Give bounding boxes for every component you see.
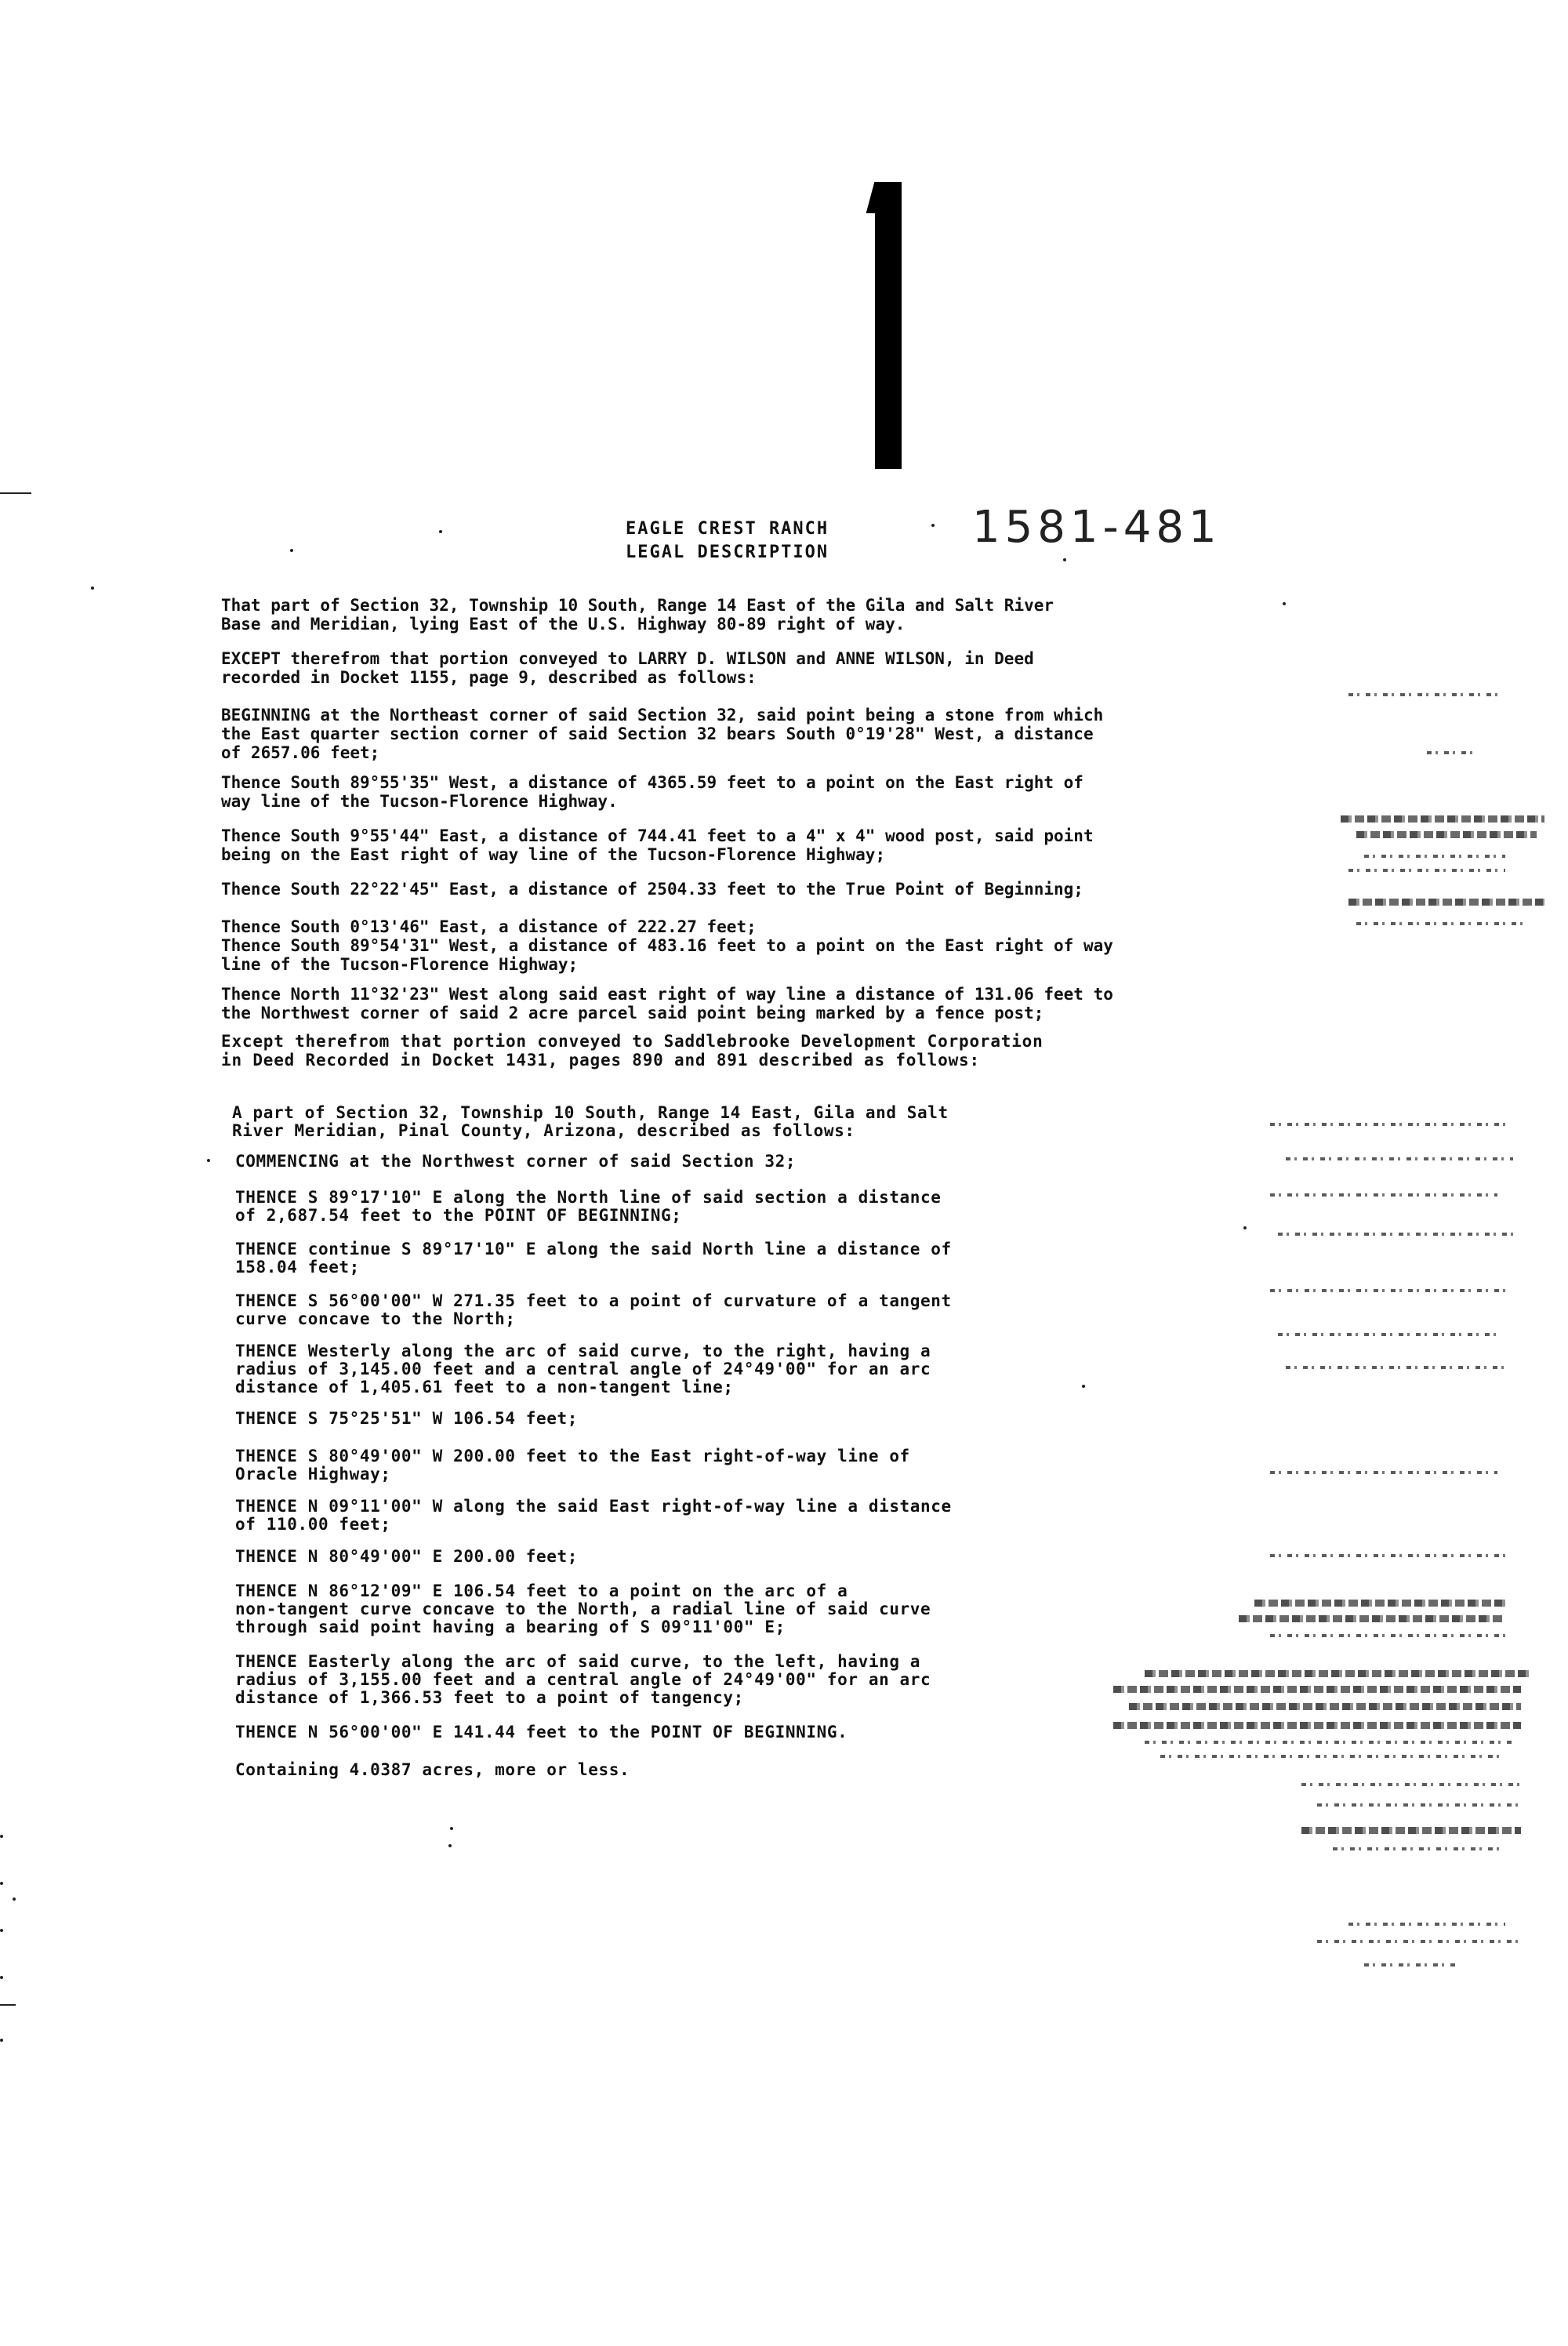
- parcel-thence-8: THENCE N 80°49'00" E 200.00 feet;: [235, 1547, 579, 1566]
- paragraph-thence-4: Thence South 0°13'46" East, a distance of 222.27 feet; Thence South 89°54'31" West, a distance of 483.16 feet to a point on the East right of way line of the Tucson-Florence Highway;: [221, 917, 1113, 974]
- parcel-thence-4: THENCE Westerly along the arc of said curve, to the right, having a radius of 3,145.00 feet and a central angle of 24°49'00" for an arc distance of 1,405.61 feet to a non-tangent line;: [235, 1342, 931, 1396]
- parcel-thence-5: THENCE S 75°25'51" W 106.54 feet;: [235, 1409, 579, 1428]
- scan-artifact-bar: [875, 182, 902, 469]
- parcel-commencing: COMMENCING at the Northwest corner of said Section 32;: [235, 1152, 797, 1171]
- parcel-thence-11: THENCE N 56°00'00" E 141.44 feet to the POINT OF BEGINNING.: [235, 1723, 848, 1741]
- paragraph-thence-5: Thence North 11°32'23" West along said east right of way line a distance of 131.06 feet to the Northwest corner of said 2 acre parcel said point being marked by a fence post;: [221, 985, 1113, 1022]
- parcel-thence-6: THENCE S 80°49'00" W 200.00 feet to the East right-of-way line of Oracle Highway;: [235, 1447, 910, 1484]
- paragraph-thence-1: Thence South 89°55'35" West, a distance of 4365.59 feet to a point on the East right of way line of the Tucson-Florence Highway.: [221, 773, 1083, 811]
- paragraph-beginning: BEGINNING at the Northeast corner of said Section 32, said point being a stone from which the East quarter section corner of said Section 32 bears South 0°19'28" West, a distance of 2657.06 feet;: [221, 706, 1104, 762]
- parcel-thence-3: THENCE S 56°00'00" W 271.35 feet to a point of curvature of a tangent curve concave to the North;: [235, 1291, 952, 1328]
- document-header: [626, 518, 829, 565]
- parcel-thence-1: THENCE S 89°17'10" E along the North line of said section a distance of 2,687.54 feet to the POINT OF BEGINNING;: [235, 1188, 942, 1225]
- parcel-thence-9: THENCE N 86°12'09" E 106.54 feet to a point on the arc of a non-tangent curve concave to the North, a radial line of said curve through said point having a bearing of S 09°11'00" E;: [235, 1582, 931, 1636]
- parcel-thence-7: THENCE N 09°11'00" W along the said East right-of-way line a distance of 110.00 feet;: [235, 1497, 952, 1534]
- parcel-thence-2: THENCE continue S 89°17'10" E along the said North line a distance of 158.04 feet;: [235, 1240, 952, 1276]
- docket-number: 1581-481: [972, 502, 1221, 553]
- paragraph-section-description: That part of Section 32, Township 10 South, Range 14 East of the Gila and Salt River Base and Meridian, lying East of the U.S. Highway 80-89 right of way.: [221, 596, 1054, 634]
- parcel-description-intro: A part of Section 32, Township 10 South, Range 14 East, Gila and Salt River Meridian, Pinal County, Arizona, described as follows:: [232, 1103, 949, 1140]
- paragraph-except-wilson: EXCEPT therefrom that portion conveyed to LARRY D. WILSON and ANNE WILSON, in Deed recorded in Docket 1155, page 9, described as follows:: [221, 649, 1034, 687]
- paragraph-thence-2: Thence South 9°55'44" East, a distance of 744.41 feet to a 4" x 4" wood post, said point being on the East right of way line of the Tucson-Florence Highway;: [221, 826, 1094, 864]
- parcel-area: Containing 4.0387 acres, more or less.: [235, 1760, 630, 1779]
- header-title-line2: LEGAL DESCRIPTION: [626, 543, 829, 562]
- paragraph-thence-3: Thence South 22°22'45" East, a distance of 2504.33 feet to the True Point of Beginning;: [221, 880, 1083, 899]
- header-title-line1: EAGLE CREST RANCH: [626, 519, 829, 539]
- parcel-thence-10: THENCE Easterly along the arc of said curve, to the left, having a radius of 3,155.00 feet and a central angle of 24°49'00" for an arc distance of 1,366.53 feet to a point of tangency;: [235, 1652, 931, 1707]
- paragraph-except-saddlebrooke: Except therefrom that portion conveyed to Saddlebrooke Development Corporation in Deed Recorded in Docket 1431, pages 890 and 891 described as follows:: [221, 1032, 1044, 1070]
